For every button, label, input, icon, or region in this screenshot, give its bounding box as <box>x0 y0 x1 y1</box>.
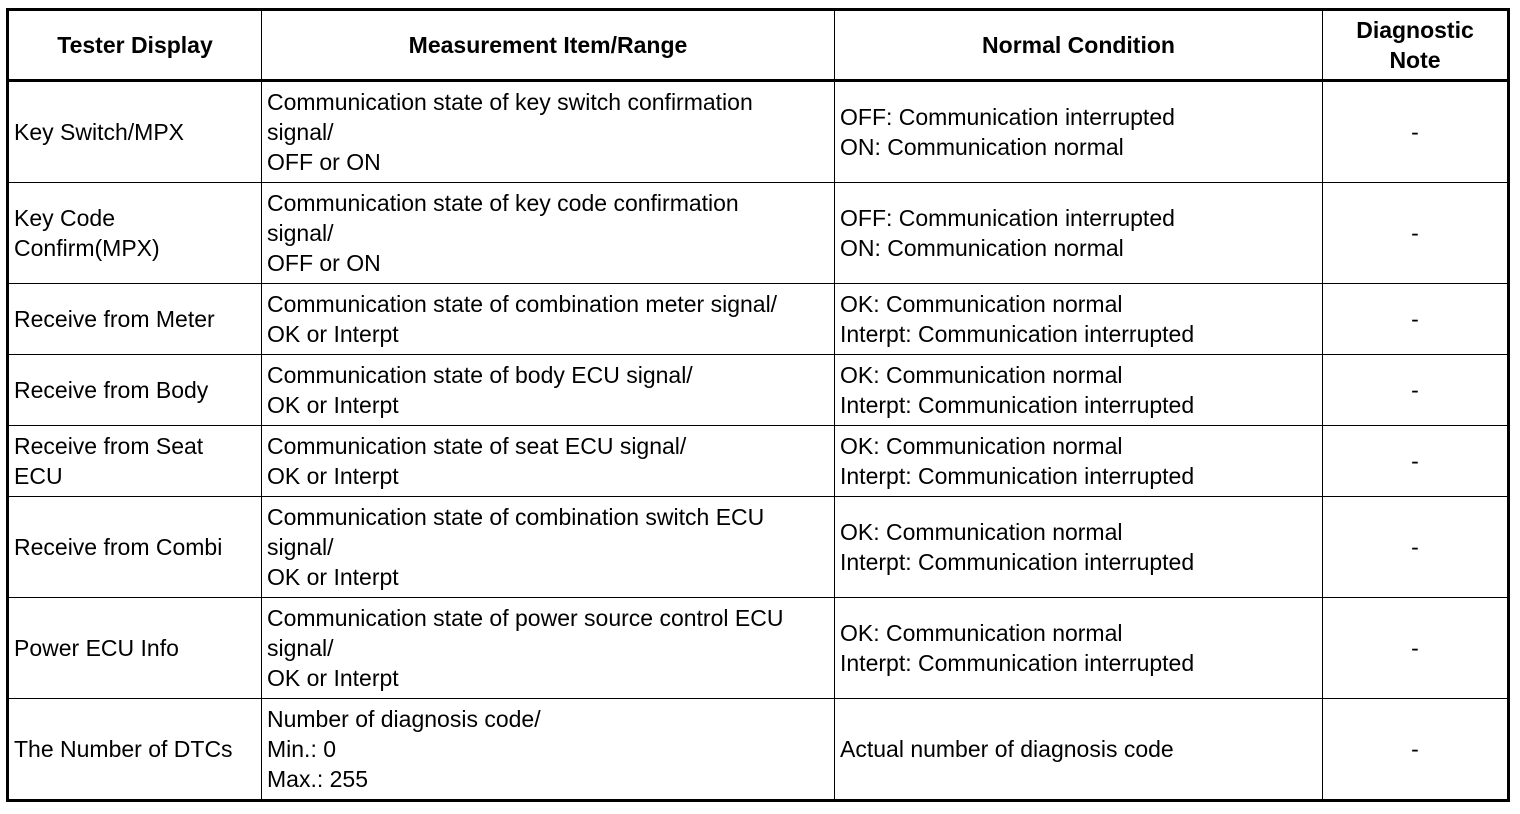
cell-tester-display <box>8 355 262 426</box>
cell-diagnostic-note: - <box>1323 284 1509 355</box>
cell-normal-condition-line: OFF: Communication interrupted <box>840 205 1175 231</box>
cell-measurement-item <box>262 497 835 598</box>
cell-diagnostic-note: - <box>1323 355 1509 426</box>
cell-normal-condition-line: Interpt: Communication interrupted <box>840 392 1195 418</box>
table-row <box>8 81 1509 183</box>
cell-measurement-item-line: Communication state of power source control ECU <box>267 605 784 631</box>
cell-measurement-item-line: Communication state of combination meter signal/ <box>267 291 778 317</box>
data-list-table <box>6 8 1510 802</box>
cell-normal-condition <box>835 355 1323 426</box>
cell-normal-condition-line: Actual number of diagnosis code <box>840 736 1174 762</box>
table-row <box>8 598 1509 699</box>
cell-measurement-item <box>262 598 835 699</box>
header-diagnostic-note <box>1323 10 1509 81</box>
cell-measurement-item-line: Min.: 0 <box>267 736 337 762</box>
cell-measurement-item-line: Communication state of key switch confirmation <box>267 89 753 115</box>
cell-tester-display <box>8 598 262 699</box>
cell-normal-condition-line: OK: Communication normal <box>840 620 1123 646</box>
cell-tester-display-line: The Number of DTCs <box>14 736 233 762</box>
cell-measurement-item <box>262 426 835 497</box>
cell-measurement-item-line: OK or Interpt <box>267 564 399 590</box>
cell-tester-display <box>8 699 262 801</box>
table-row <box>8 183 1509 284</box>
cell-normal-condition <box>835 183 1323 284</box>
table-row <box>8 284 1509 355</box>
cell-tester-display-line: Receive from Seat <box>14 433 204 459</box>
cell-measurement-item-line: OK or Interpt <box>267 665 399 691</box>
table-header-row <box>8 10 1509 81</box>
cell-tester-display <box>8 183 262 284</box>
cell-normal-condition <box>835 284 1323 355</box>
cell-tester-display-line: ECU <box>14 463 63 489</box>
cell-normal-condition-line: OK: Communication normal <box>840 291 1123 317</box>
cell-measurement-item <box>262 183 835 284</box>
table-row <box>8 426 1509 497</box>
cell-normal-condition-line: ON: Communication normal <box>840 134 1124 160</box>
cell-measurement-item-line: OK or Interpt <box>267 392 399 418</box>
cell-measurement-item-line: OK or Interpt <box>267 321 399 347</box>
cell-tester-display-line: Power ECU Info <box>14 635 179 661</box>
cell-normal-condition <box>835 598 1323 699</box>
header-tester-display: Tester Display <box>8 10 262 81</box>
cell-diagnostic-note: - <box>1323 699 1509 801</box>
cell-normal-condition-line: Interpt: Communication interrupted <box>840 463 1195 489</box>
cell-measurement-item-line: Number of diagnosis code/ <box>267 706 541 732</box>
cell-measurement-item-line: OFF or ON <box>267 250 381 276</box>
header-normal-condition: Normal Condition <box>835 10 1323 81</box>
cell-measurement-item-line: signal/ <box>267 119 334 145</box>
cell-normal-condition-line: OK: Communication normal <box>840 519 1123 545</box>
cell-diagnostic-note: - <box>1323 426 1509 497</box>
cell-tester-display <box>8 284 262 355</box>
cell-normal-condition <box>835 497 1323 598</box>
cell-tester-display-line: Receive from Meter <box>14 306 215 332</box>
cell-normal-condition-line: OK: Communication normal <box>840 362 1123 388</box>
cell-normal-condition-line: Interpt: Communication interrupted <box>840 321 1195 347</box>
cell-diagnostic-note: - <box>1323 81 1509 183</box>
cell-measurement-item-line: signal/ <box>267 534 334 560</box>
cell-tester-display-line: Key Code <box>14 205 116 231</box>
cell-measurement-item-line: signal/ <box>267 635 334 661</box>
cell-tester-display <box>8 426 262 497</box>
cell-measurement-item <box>262 699 835 801</box>
table-row <box>8 699 1509 801</box>
cell-measurement-item-line: OFF or ON <box>267 149 381 175</box>
cell-measurement-item-line: signal/ <box>267 220 334 246</box>
cell-normal-condition-line: Interpt: Communication interrupted <box>840 549 1195 575</box>
cell-normal-condition-line: OK: Communication normal <box>840 433 1123 459</box>
cell-normal-condition-line: ON: Communication normal <box>840 235 1124 261</box>
cell-measurement-item-line: OK or Interpt <box>267 463 399 489</box>
table-row <box>8 355 1509 426</box>
cell-measurement-item-line: Communication state of key code confirmation <box>267 190 739 216</box>
cell-measurement-item-line: Communication state of combination switch ECU <box>267 504 765 530</box>
cell-diagnostic-note: - <box>1323 497 1509 598</box>
cell-tester-display-line: Receive from Body <box>14 377 209 403</box>
header-diagnostic-note-line: Diagnostic <box>1356 17 1474 43</box>
cell-diagnostic-note: - <box>1323 183 1509 284</box>
cell-normal-condition <box>835 699 1323 801</box>
cell-tester-display-line: Key Switch/MPX <box>14 119 184 145</box>
cell-normal-condition-line: OFF: Communication interrupted <box>840 104 1175 130</box>
cell-normal-condition-line: Interpt: Communication interrupted <box>840 650 1195 676</box>
cell-measurement-item <box>262 355 835 426</box>
cell-tester-display-line: Confirm(MPX) <box>14 235 160 261</box>
cell-normal-condition <box>835 426 1323 497</box>
cell-measurement-item-line: Communication state of body ECU signal/ <box>267 362 693 388</box>
header-diagnostic-note-line: Note <box>1389 47 1441 73</box>
cell-normal-condition <box>835 81 1323 183</box>
cell-tester-display <box>8 497 262 598</box>
cell-tester-display-line: Receive from Combi <box>14 534 223 560</box>
cell-tester-display <box>8 81 262 183</box>
cell-measurement-item <box>262 284 835 355</box>
cell-measurement-item-line: Communication state of seat ECU signal/ <box>267 433 687 459</box>
cell-measurement-item-line: Max.: 255 <box>267 766 368 792</box>
table-row <box>8 497 1509 598</box>
header-measurement-item: Measurement Item/Range <box>262 10 835 81</box>
cell-diagnostic-note: - <box>1323 598 1509 699</box>
cell-measurement-item <box>262 81 835 183</box>
